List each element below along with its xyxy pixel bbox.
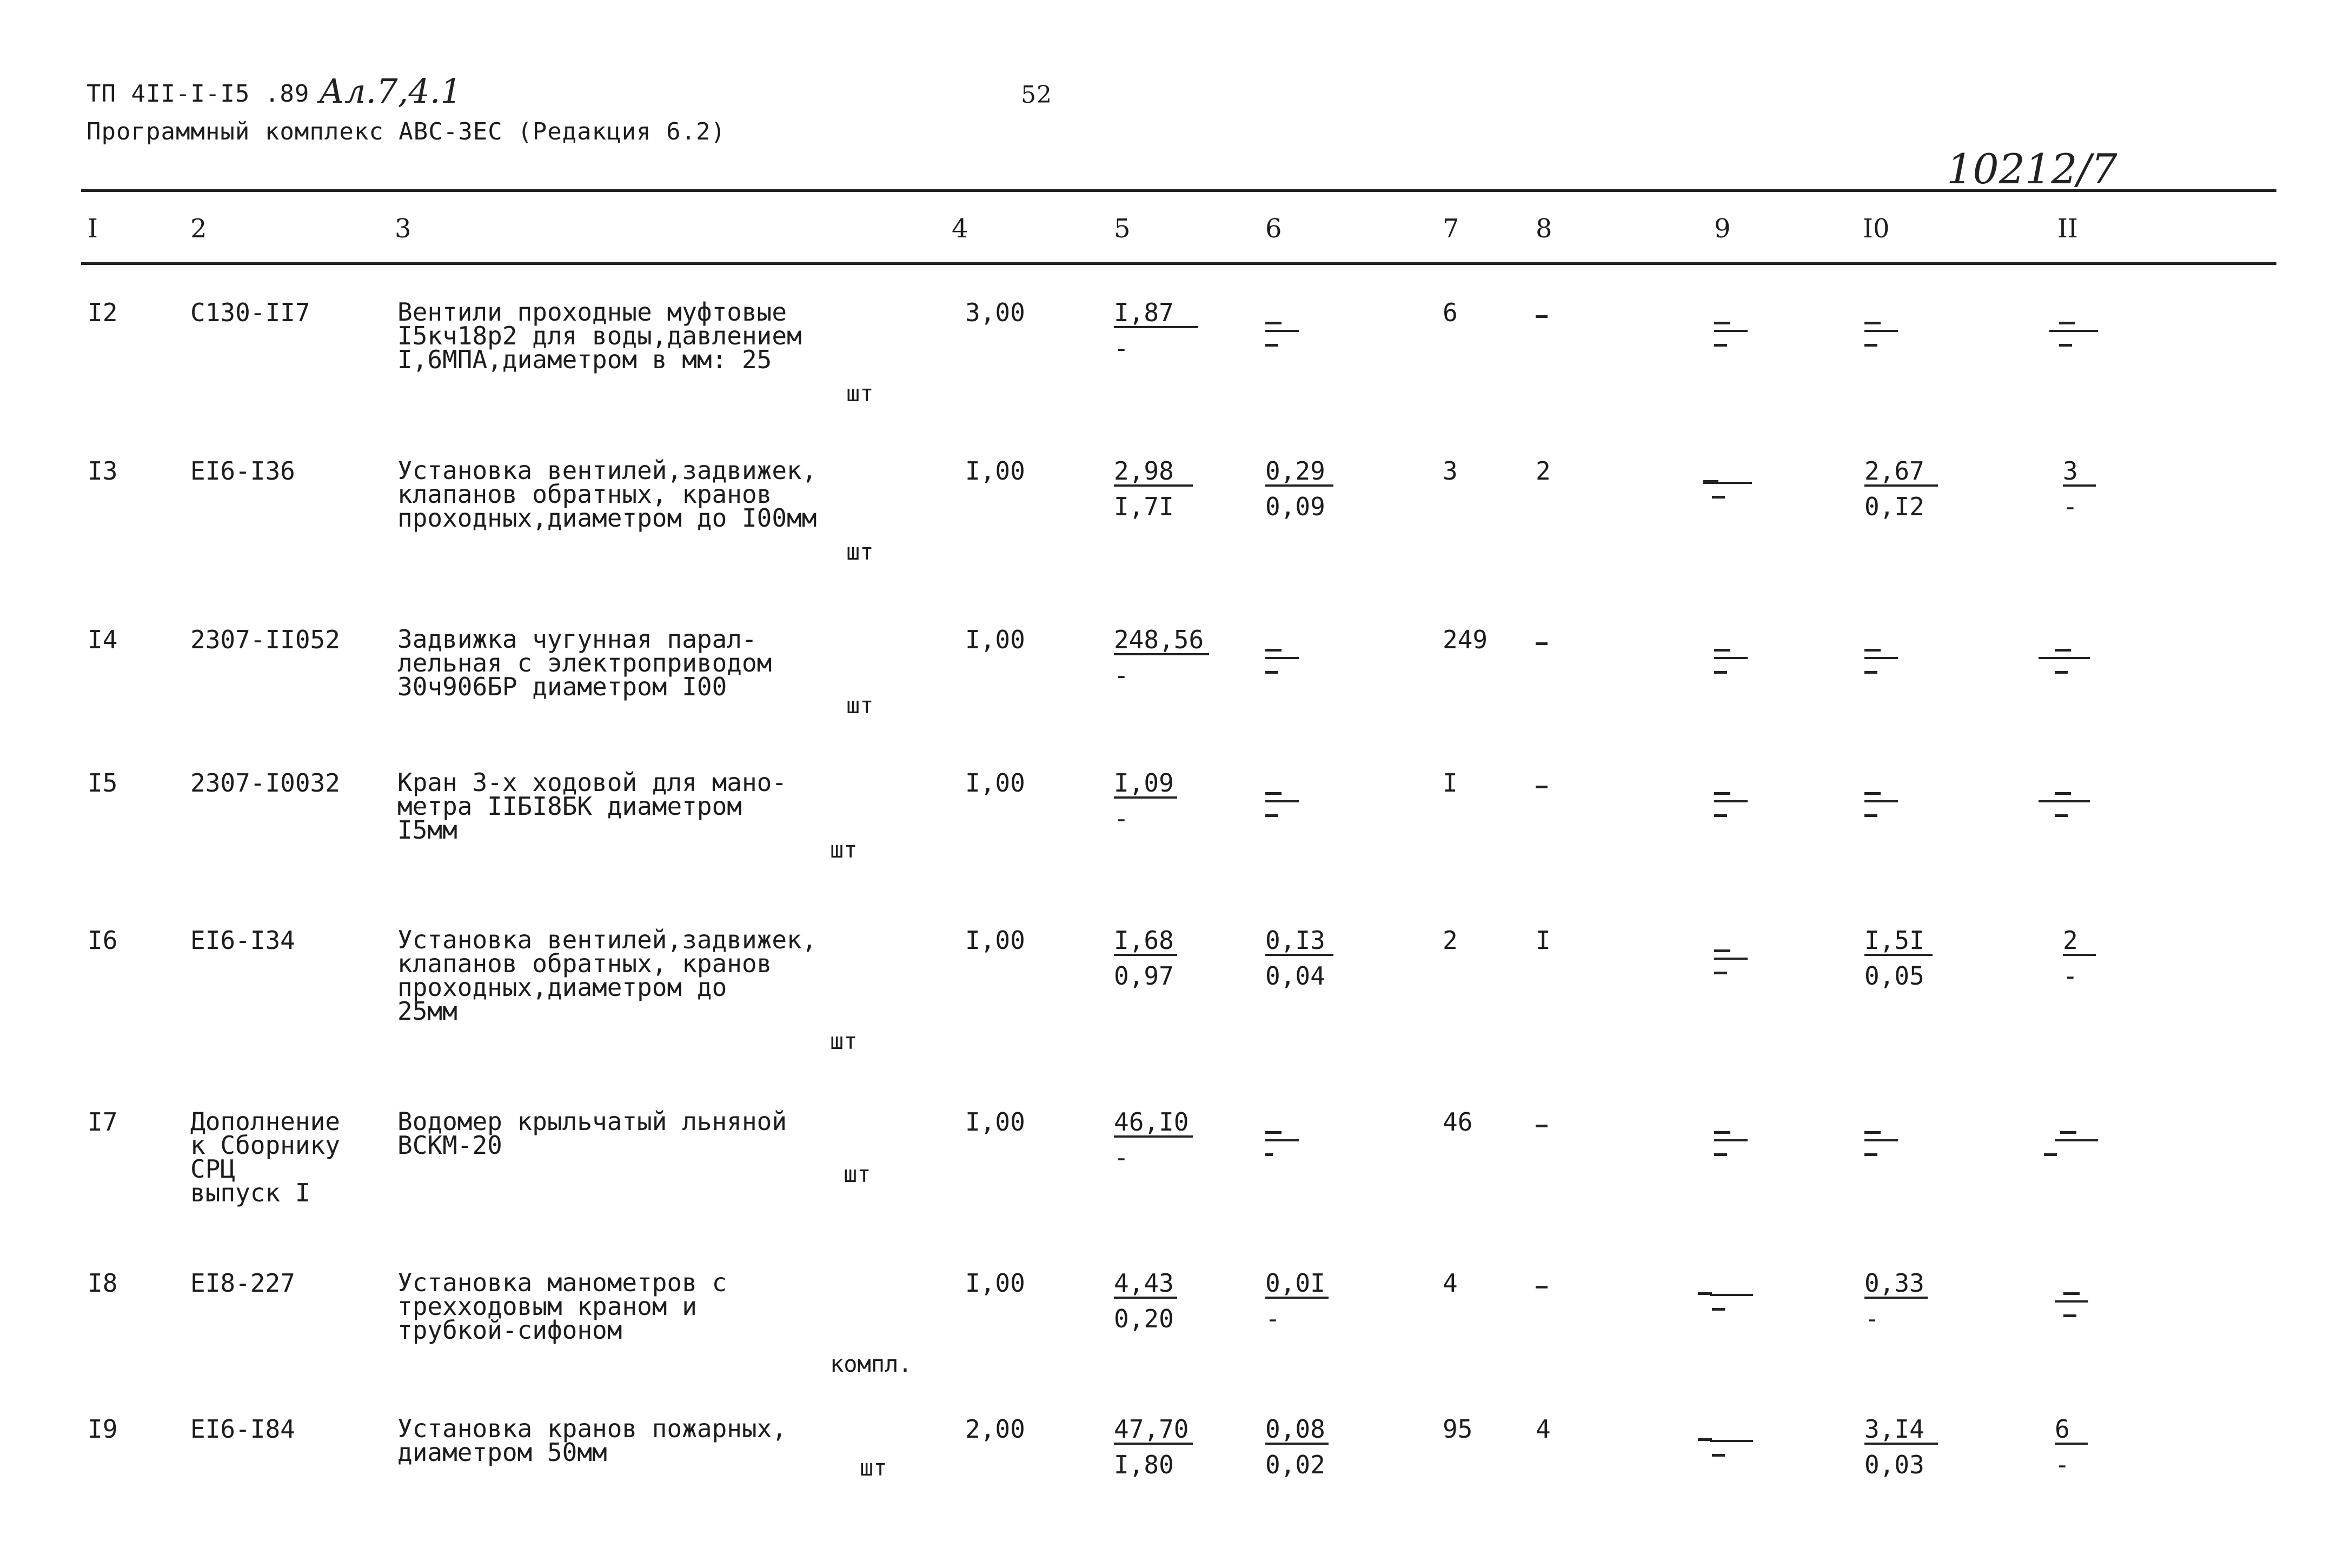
- row-unit: шт: [846, 692, 874, 719]
- col11-fraction: 3 -: [2063, 459, 2096, 519]
- col9-empty: [1714, 649, 1747, 674]
- row-number: I6: [88, 926, 118, 955]
- col8-empty: [1536, 786, 1548, 788]
- header-rule: [81, 262, 2276, 265]
- col11-fraction: 2 -: [2063, 928, 2096, 988]
- col-header-7: 7: [1443, 214, 1459, 244]
- row-number: I9: [88, 1414, 118, 1444]
- row-number: I3: [88, 456, 118, 486]
- row-code: 2307-II052: [190, 625, 340, 654]
- col-header-2: 2: [190, 214, 207, 244]
- total-labor: 95: [1443, 1414, 1473, 1444]
- col8-value: 4: [1536, 1414, 1551, 1444]
- cost-total-fraction: 248,56 -: [1114, 627, 1209, 688]
- cost-total-fraction: $\frac{2,98}{I,7I}$: [1114, 459, 1193, 519]
- row-quantity: 3,00: [965, 298, 1025, 327]
- total-labor: 249: [1443, 625, 1488, 654]
- col8-empty: [1536, 1125, 1548, 1127]
- row-quantity: 2,00: [965, 1414, 1025, 1444]
- col-header-1: I: [88, 214, 98, 244]
- col-header-8: 8: [1536, 214, 1552, 244]
- cost-total-fraction: $\frac{4,43}{0,20}$: [1114, 1271, 1177, 1331]
- cost-machines-empty: [1265, 322, 1298, 347]
- row-quantity: I,00: [965, 1107, 1025, 1137]
- col11-empty: [2055, 1292, 2087, 1317]
- total-labor: I: [1443, 768, 1458, 798]
- row-description: Водомер крыльчатый льняной ВСКМ-20: [397, 1107, 787, 1160]
- row-quantity: I,00: [965, 456, 1025, 486]
- col8-empty: [1536, 315, 1548, 318]
- table-row: [0, 456, 2337, 610]
- table-row: [0, 770, 2337, 922]
- col11-empty: [2049, 322, 2082, 347]
- cost-total-fraction: $\frac{47,70}{I,80}$: [1114, 1417, 1193, 1477]
- page-number: 52: [1021, 81, 1052, 109]
- row-quantity: I,00: [965, 768, 1025, 798]
- col9-empty: [1698, 1438, 1730, 1457]
- total-labor: 46: [1443, 1107, 1473, 1137]
- col9-empty: [1714, 1131, 1747, 1156]
- cost-machines-empty: [1265, 649, 1298, 674]
- total-labor: 6: [1443, 298, 1458, 327]
- row-unit: шт: [860, 1454, 887, 1481]
- total-labor: 3: [1443, 456, 1458, 486]
- col10-empty: [1864, 1131, 1897, 1156]
- col10-empty: [1864, 649, 1897, 674]
- row-number: I7: [88, 1107, 118, 1137]
- total-labor: 2: [1443, 926, 1458, 955]
- row-code: 2307-I0032: [190, 768, 340, 798]
- col9-empty: [1714, 792, 1747, 817]
- col11-empty: [2039, 792, 2071, 817]
- cost-machines-fraction: $\frac{0,08}{0,02}$: [1265, 1417, 1329, 1477]
- cost-machines-empty: [1265, 1131, 1298, 1156]
- col-header-4: 4: [952, 214, 968, 244]
- col8-empty: [1536, 642, 1548, 645]
- row-quantity: I,00: [965, 926, 1025, 955]
- row-unit: шт: [830, 1028, 858, 1054]
- row-unit: шт: [846, 380, 874, 407]
- cost-total-fraction: I,09 -: [1114, 770, 1177, 831]
- col11-empty: [2039, 649, 2071, 674]
- col-header-10: I0: [1863, 214, 1890, 244]
- top-rule: [81, 189, 2276, 192]
- row-code: EI6-I84: [190, 1414, 295, 1444]
- col-header-6: 6: [1265, 214, 1282, 244]
- col-header-9: 9: [1714, 214, 1731, 244]
- cost-total-fraction: $\frac{I,68}{0,97}$: [1114, 928, 1177, 988]
- row-number: I2: [88, 298, 118, 327]
- row-quantity: I,00: [965, 625, 1025, 654]
- total-labor: 4: [1443, 1268, 1458, 1298]
- document-code: ТП 4II-I-I5 .89: [87, 80, 310, 108]
- col10-fraction: $\frac{3,I4}{0,03}$: [1864, 1417, 1938, 1477]
- row-description: Задвижка чугунная парал- лельная с электроприводом 30ч906БР диаметром I00: [397, 624, 772, 701]
- row-number: I5: [88, 768, 118, 798]
- col10-fraction: $\frac{2,67}{0,I2}$: [1864, 459, 1938, 519]
- col11-fraction: 6 -: [2055, 1417, 2088, 1477]
- col9-empty: [1714, 949, 1747, 974]
- cost-machines-empty: [1265, 792, 1298, 817]
- row-description: Вентили проходные муфтовые I5кч18р2 для воды,давлением I,6МПА,диаметром в мм: 25: [397, 297, 802, 374]
- cost-total-fraction: 46,I0 -: [1114, 1109, 1193, 1170]
- table-row: [0, 297, 2337, 451]
- row-description: Установка манометров с трехходовым краном и трубкой-сифоном: [397, 1268, 727, 1345]
- row-quantity: I,00: [965, 1268, 1025, 1298]
- table-row: [0, 1414, 2337, 1568]
- col-header-3: 3: [395, 214, 411, 244]
- cost-machines-fraction: $\frac{0,29}{0,09}$: [1265, 459, 1333, 519]
- col10-fraction: 0,33 -: [1864, 1271, 1928, 1331]
- row-code: Дополнение к Сборнику СРЦ выпуск I: [190, 1107, 340, 1207]
- row-description: Установка вентилей,задвижек, клапанов обратных, кранов проходных,диаметром до I00мм: [397, 456, 817, 533]
- row-description: Установка вентилей,задвижек, клапанов обратных, кранов проходных,диаметром до 25мм: [397, 925, 817, 1026]
- table-row: [0, 925, 2337, 1079]
- table-row: [0, 624, 2337, 779]
- row-unit: шт: [844, 1161, 871, 1187]
- col8-value: I: [1536, 926, 1551, 955]
- row-code: EI8-227: [190, 1268, 295, 1298]
- col9-empty: [1698, 1292, 1730, 1311]
- row-description: Установка кранов пожарных, диаметром 50мм: [397, 1414, 787, 1467]
- cost-machines-fraction: 0,0I -: [1265, 1271, 1329, 1331]
- row-description: Кран 3-х ходовой для мано- метра IIБI8БК диаметром I5мм: [397, 768, 787, 845]
- handwritten-reference: Ал.7,4.1: [319, 71, 462, 111]
- row-code: С130-II7: [190, 298, 310, 327]
- row-code: EI6-I34: [190, 926, 295, 955]
- row-number: I8: [88, 1268, 118, 1298]
- table-row: [0, 1268, 2337, 1422]
- col-header-11: II: [2057, 214, 2078, 244]
- col10-fraction: $\frac{I,5I}{0,05}$: [1864, 928, 1933, 988]
- stamp-number: 10212/7: [1947, 145, 2117, 193]
- cost-total-fraction: I,87 -: [1114, 300, 1198, 361]
- table-row: [0, 1109, 2337, 1261]
- col9-empty: [1703, 480, 1736, 499]
- col8-empty: [1536, 1286, 1548, 1288]
- cost-machines-fraction: $\frac{0,I3}{0,04}$: [1265, 928, 1333, 988]
- col11-empty: [2044, 1131, 2076, 1156]
- row-number: I4: [88, 625, 118, 654]
- col8-value: 2: [1536, 456, 1551, 486]
- row-code: EI6-I36: [190, 456, 295, 486]
- col10-empty: [1864, 792, 1897, 817]
- col10-empty: [1864, 322, 1897, 347]
- program-title: Программный комплекс АВС-3ЕС (Редакция 6.2): [87, 118, 726, 145]
- row-unit: компл.: [830, 1351, 912, 1377]
- row-unit: шт: [830, 836, 858, 863]
- row-unit: шт: [846, 539, 874, 565]
- col-header-5: 5: [1114, 214, 1131, 244]
- col9-empty: [1714, 322, 1747, 347]
